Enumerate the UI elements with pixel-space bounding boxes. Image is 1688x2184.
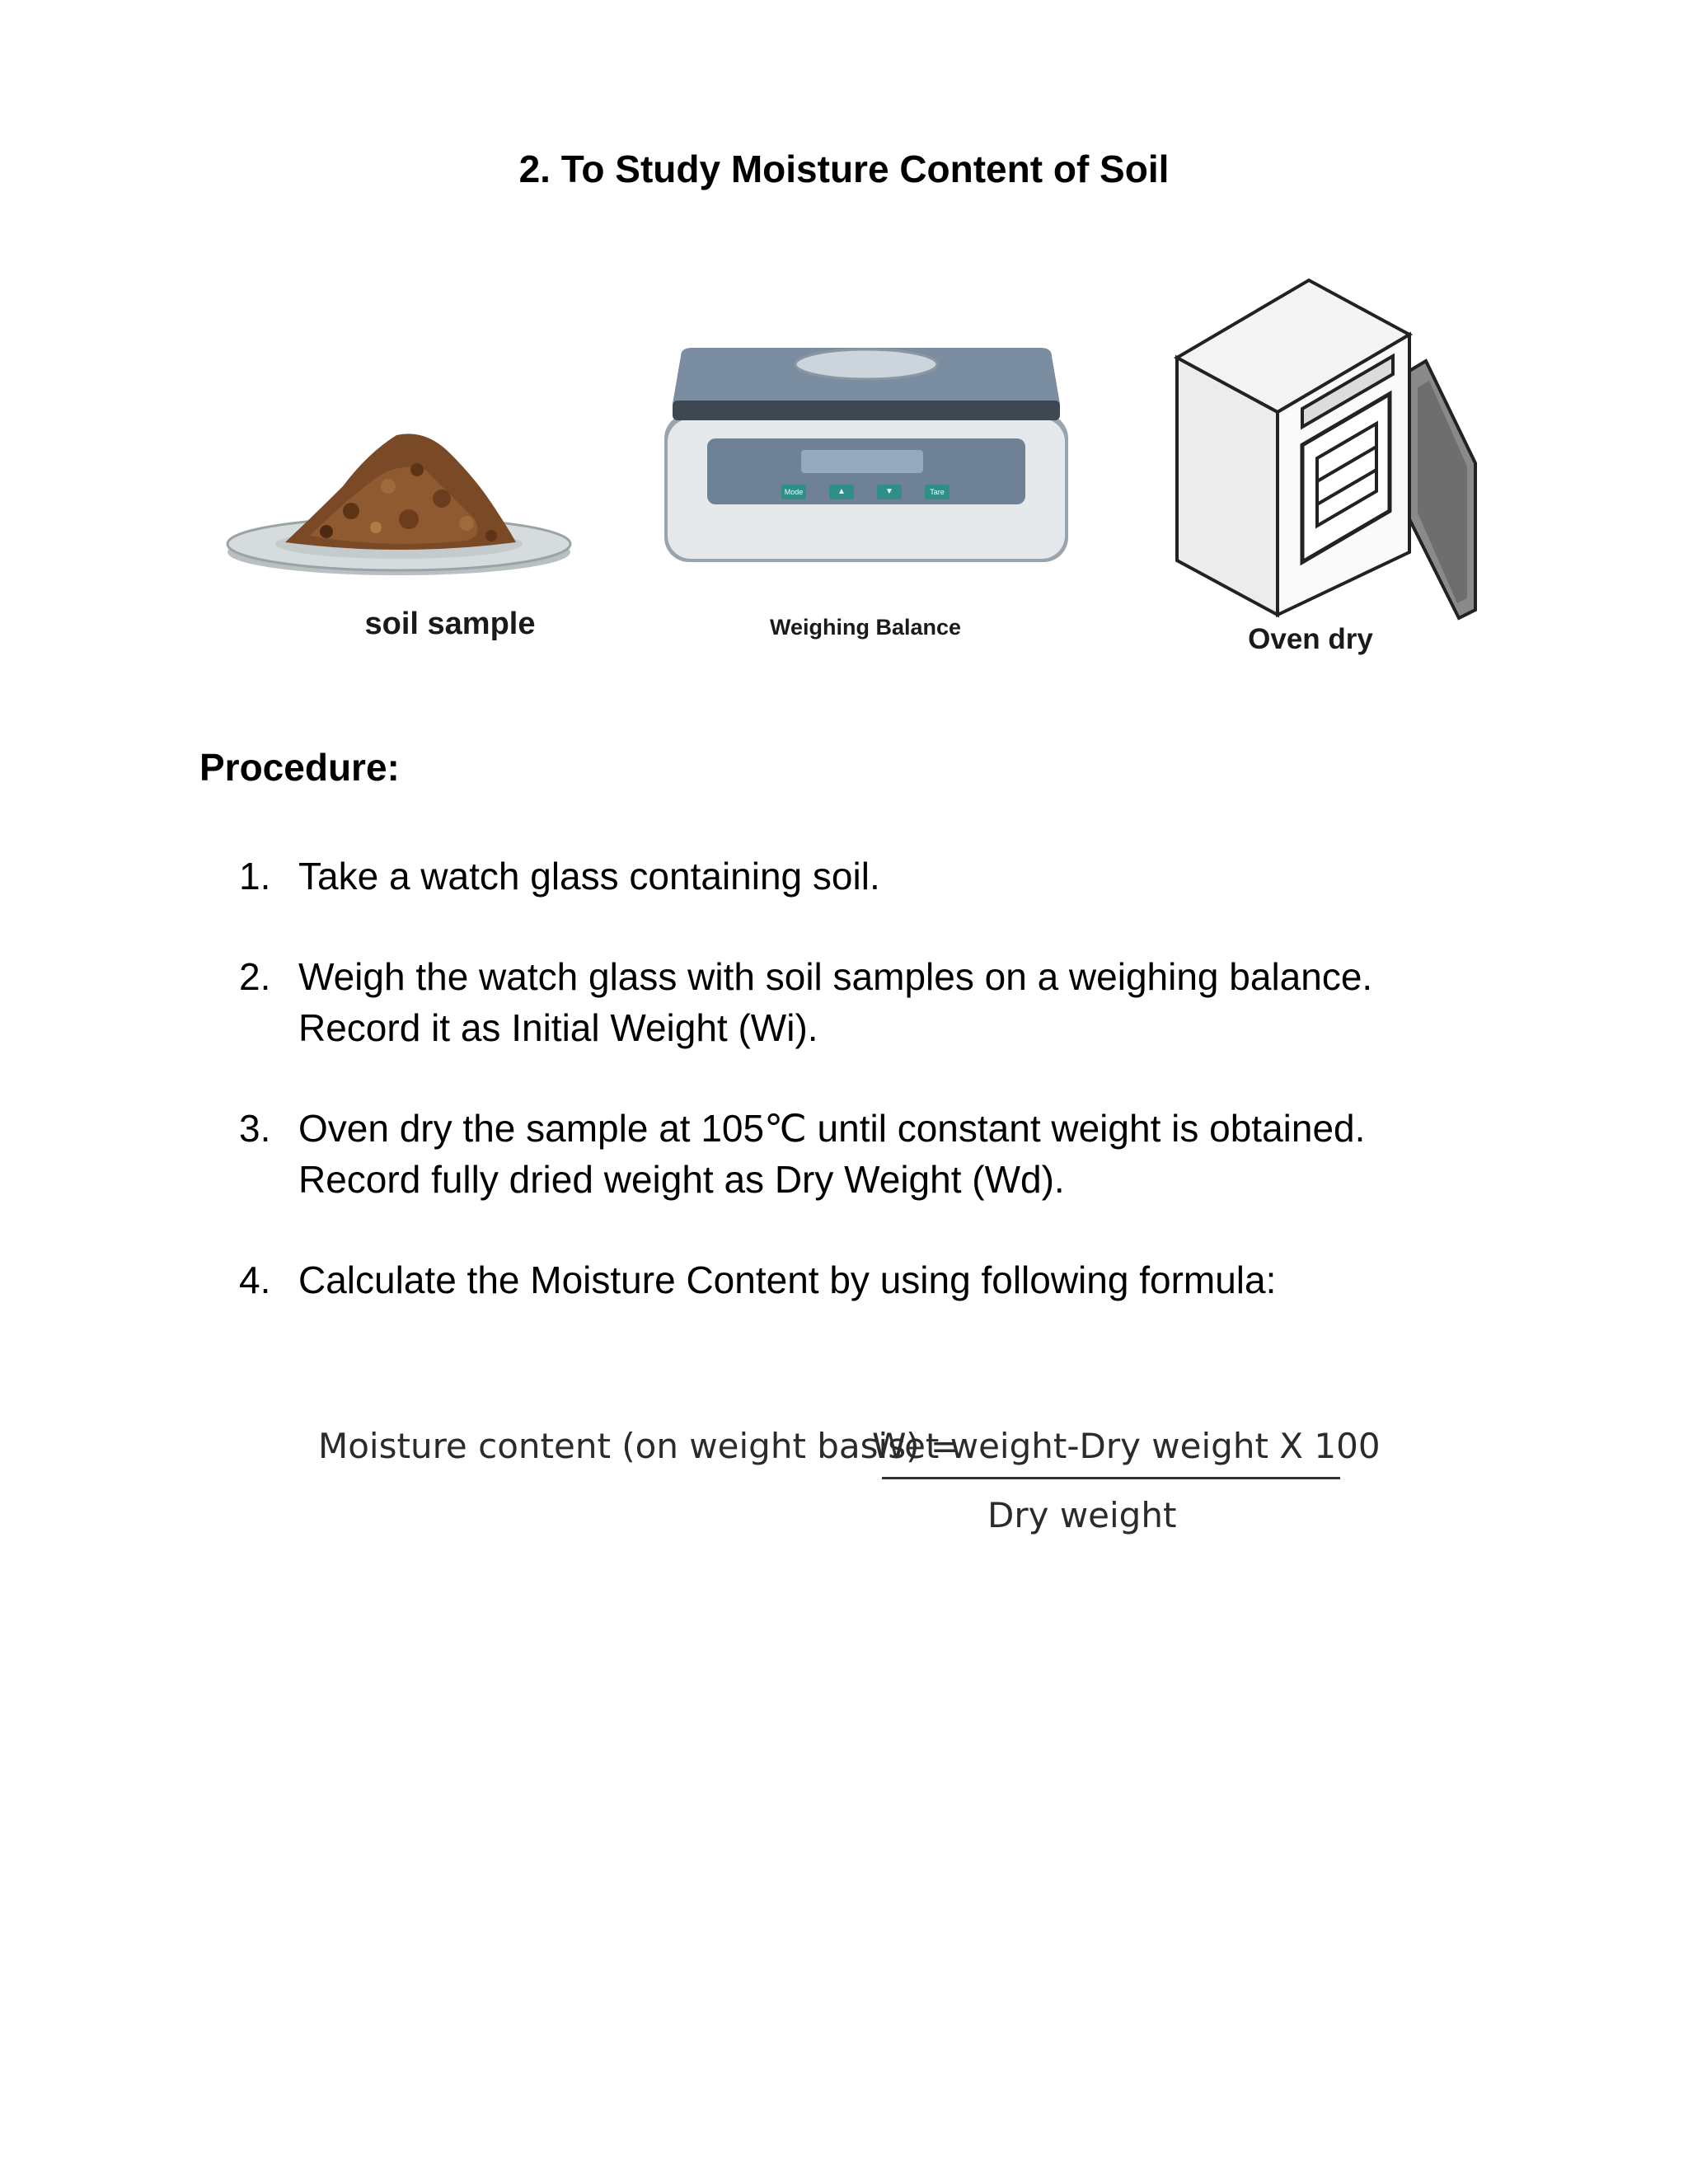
formula-numerator: Wet weight-Dry weight X 100 [872,1426,1381,1466]
balance-down-button: ▼ [885,487,893,496]
page-title: 2. To Study Moisture Content of Soil [518,148,1170,190]
step-text: Calculate the Moisture Content by using following formula: [298,1258,1277,1301]
step-number: 4. [239,1258,271,1301]
procedure-step [239,1254,1525,1305]
weighing-balance-figure [656,340,1076,570]
step-number: 1. [239,855,271,898]
step-text: Take a watch glass containing soil. [298,855,880,898]
soil-sample-caption: soil sample [364,607,536,641]
step-text: Record it as Initial Weight (Wi). [298,1006,818,1049]
oven-icon [1169,272,1482,635]
procedure-steps [239,851,1525,1355]
procedure-step [239,851,1525,902]
balance-up-button: ▲ [837,487,846,496]
oven-figure [1169,272,1482,635]
weighing-balance-caption: Weighing Balance [769,615,962,640]
step-text: Record fully dried weight as Dry Weight (Wd). [298,1158,1065,1201]
fraction-bar [882,1477,1340,1479]
step-text: Weigh the watch glass with soil samples on a weighing balance. [298,955,1373,998]
formula-denominator: Dry weight [987,1495,1177,1535]
procedure-step [239,1103,1525,1205]
step-number: 3. [239,1107,271,1150]
oven-caption: Oven dry [1248,623,1373,655]
balance-tare-button: Tare [930,488,945,496]
soil-sample-icon [219,420,582,577]
soil-sample-figure [219,420,582,577]
step-number: 2. [239,955,271,998]
formula-lhs: Moisture content (on weight basis) = [318,1426,960,1466]
procedure-step [239,951,1525,1053]
balance-mode-button: Mode [784,488,804,496]
weighing-balance-icon [656,340,1076,570]
step-text: Oven dry the sample at 105℃ until constant weight is obtained. [298,1107,1366,1150]
procedure-heading: Procedure: [199,746,400,789]
